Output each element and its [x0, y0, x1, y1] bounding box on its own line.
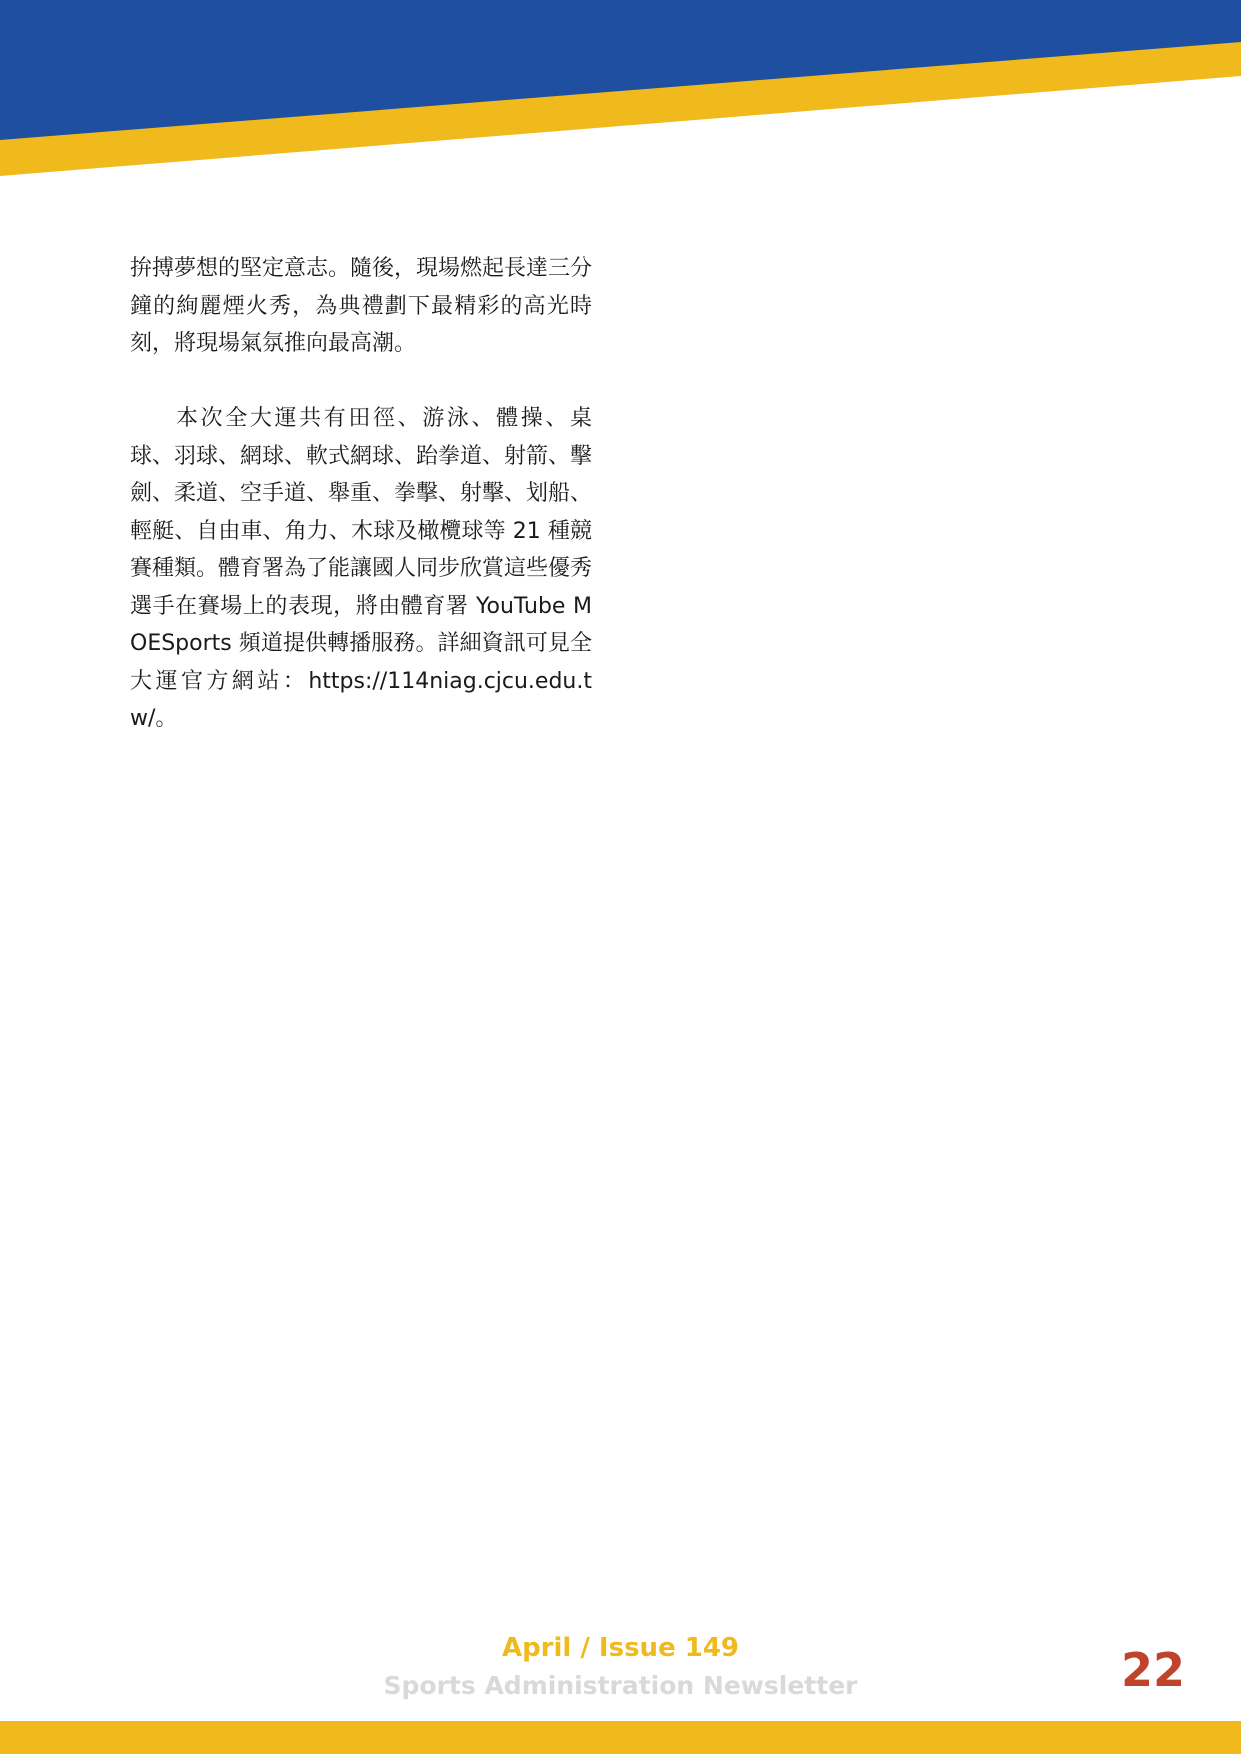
footer-issue-label: April / Issue 149 [501, 1633, 740, 1663]
article-body [130, 250, 592, 775]
footer-newsletter-title: Sports Administration Newsletter [383, 1671, 858, 1700]
page-number: 22 [1120, 1643, 1185, 1697]
article-paragraph: 本次全大運共有田徑、游泳、體操、桌球、羽球、網球、軟式網球、跆拳道、射箭、擊劍、柔道、空手道、舉重、拳擊、射擊、划船、輕艇、自由車、角力、木球及橄欖球等 21 種競賽種類。體育署為了能讓國人同步欣賞這些優秀選手在賽場上的表現，將由體育署 YouTube MOESports 頻道提供轉播服務。詳細資訊可見全大運官方網站：https://114niag.cjcu.edu.tw/。 [130, 406, 593, 731]
header-banner [0, 0, 1241, 180]
article-paragraph: 拚搏夢想的堅定意志。隨後，現場燃起長達三分鐘的絢麗煙火秀，為典禮劃下最精彩的高光時刻，將現場氣氛推向最高潮。 [130, 256, 593, 356]
footer-bar [0, 1721, 1241, 1754]
